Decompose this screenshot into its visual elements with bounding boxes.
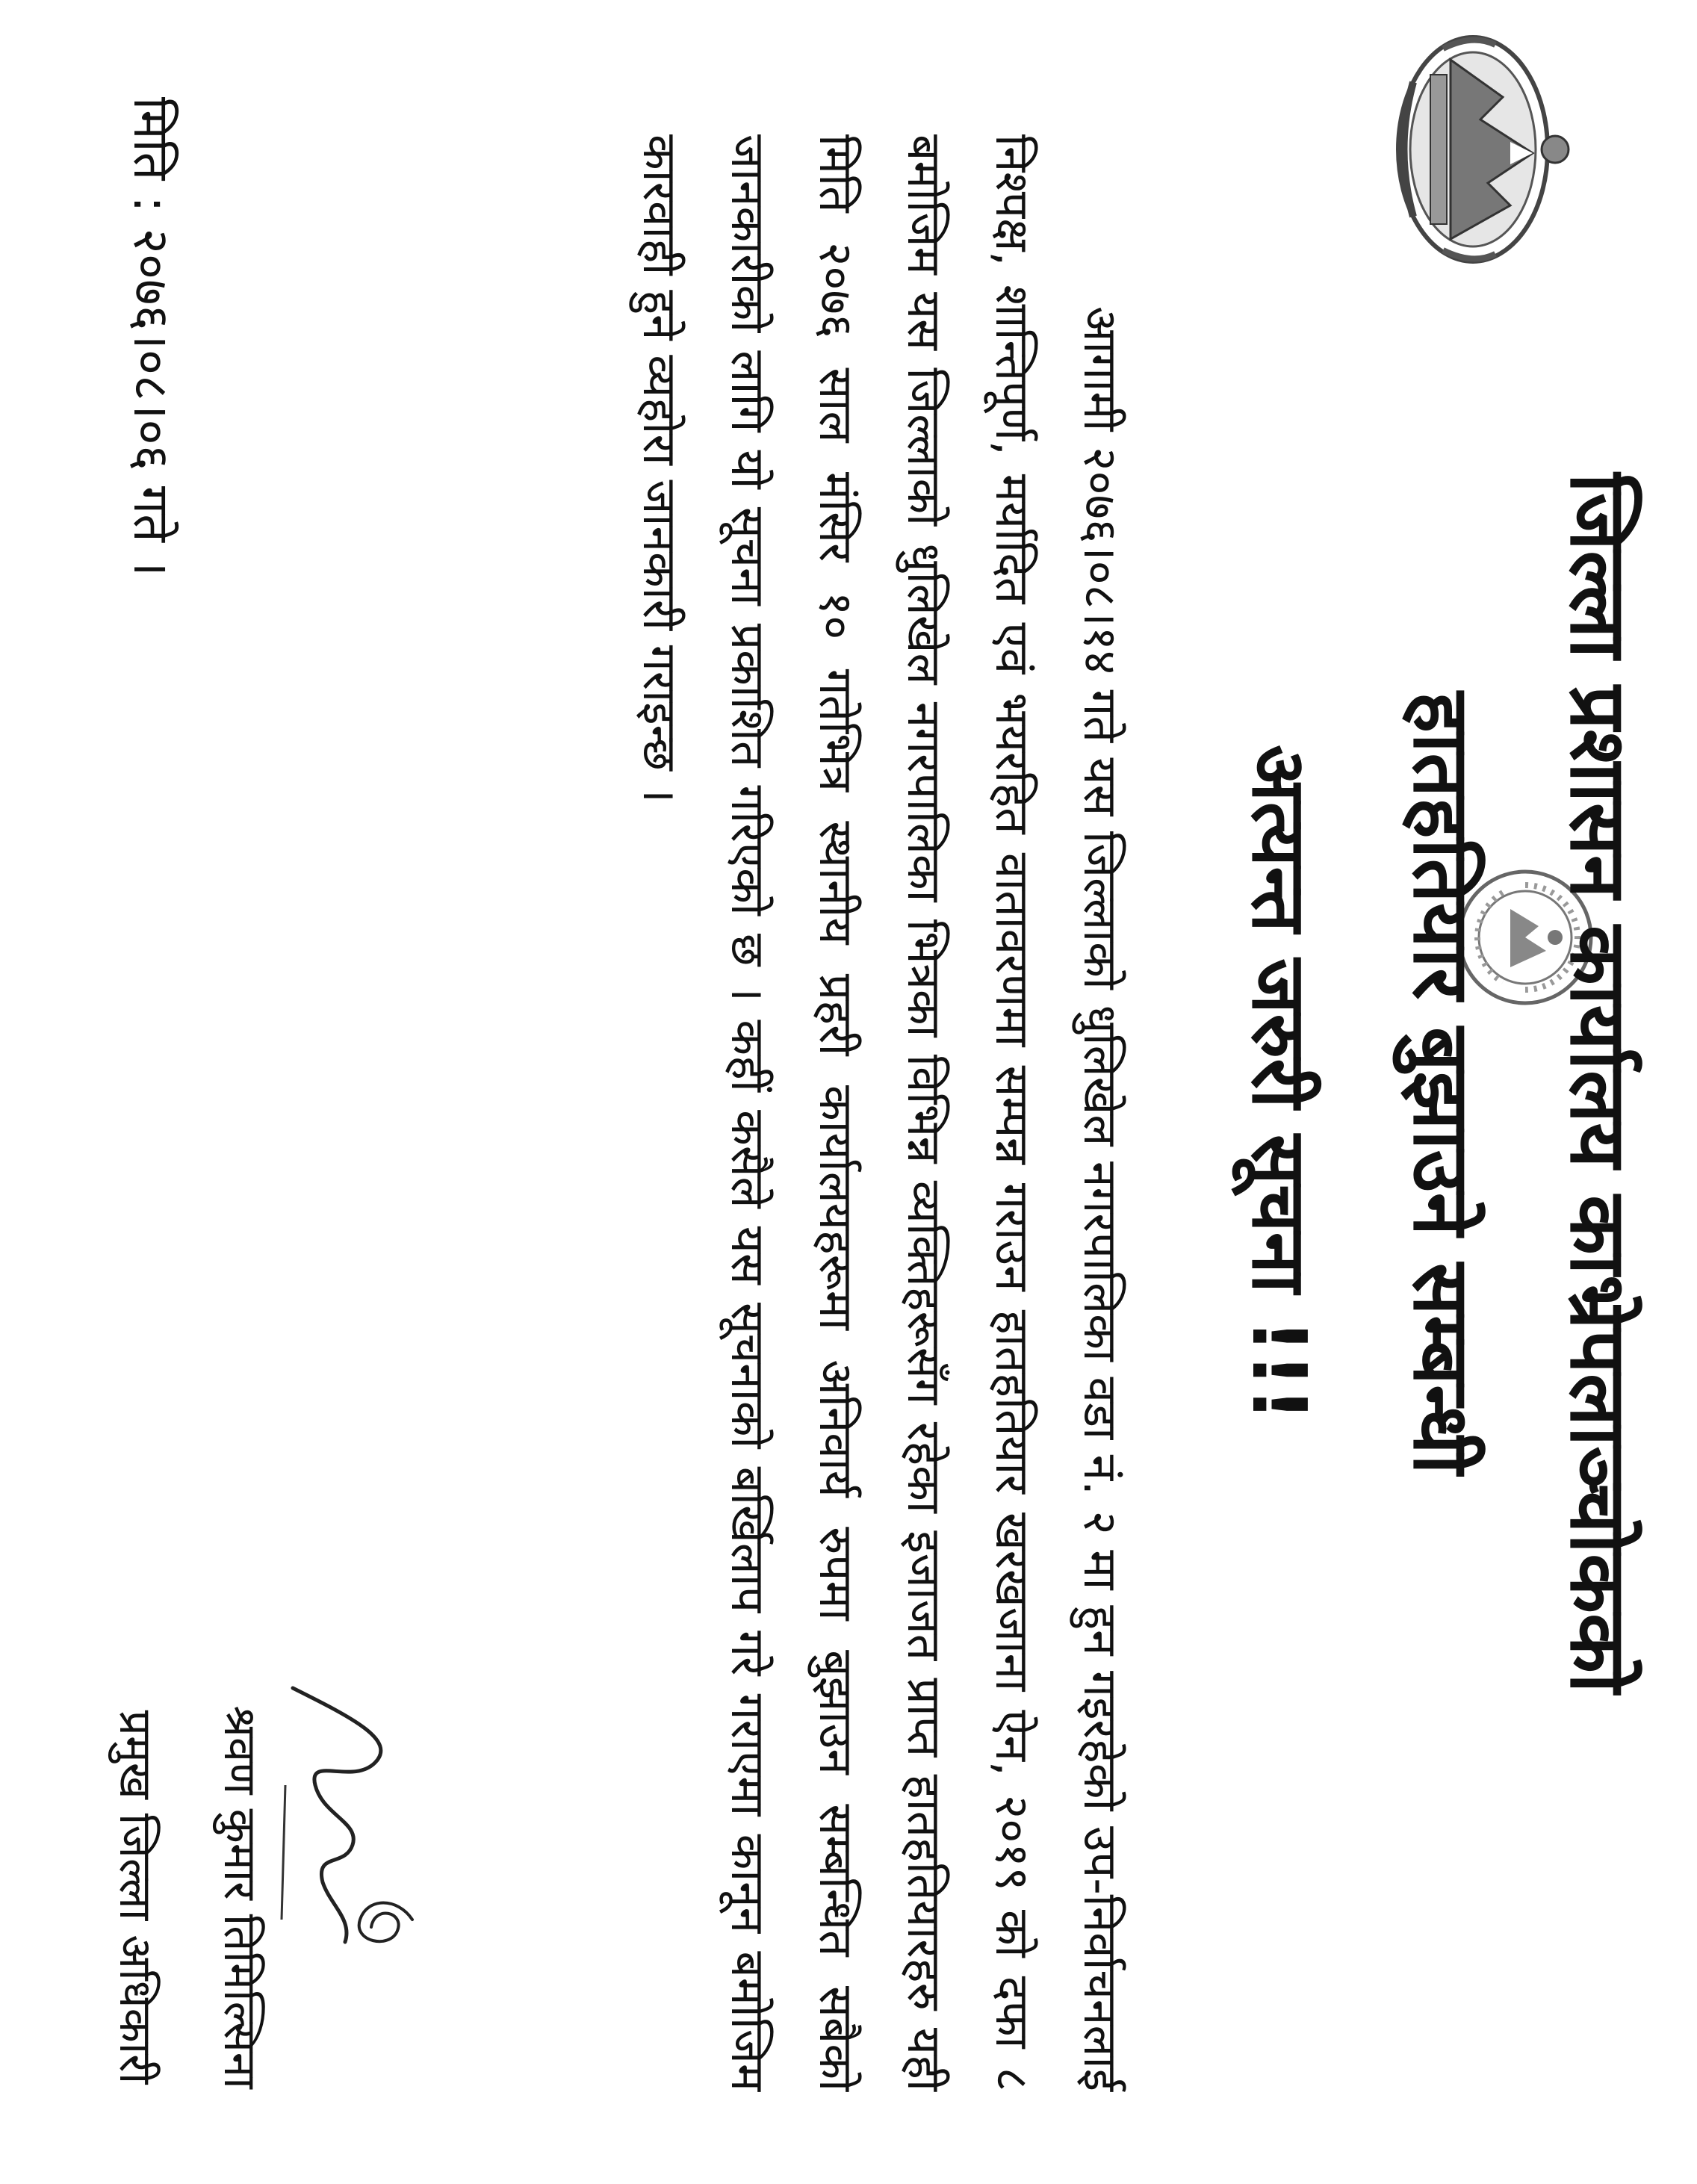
- signatory-name: श्रवण कुमार तिमिल्सिना: [214, 1705, 266, 2089]
- handwritten-signature-icon: [248, 1673, 442, 1987]
- notice-date: मिति : २०७६।०८।०६ गते ।: [122, 97, 180, 577]
- office-title: जिल्ला प्रशासन कार्यालय काभ्रेपलाञ्चोकको: [1553, 473, 1644, 1693]
- notice-heading: अत्यन्त जरुरी सूचना !!!: [1235, 745, 1323, 1421]
- notice-subject: हातहतियार बुझाउने सम्बन्धी: [1396, 692, 1487, 1474]
- notice-body-paragraph: आगामी २०७६।०८।१४ गते यस जिल्लाको धुलिखेल नगरपालिका वडा नं. २ मा हुन गइरहेको उप-निर्वाचनलाई निश्पक्ष, शान्तिपूर्ण, मर्यादित एवं भयरहित वातावरणमा सम्पन्न गराउन हातहतियार खरखजाना ऐन, २०१९ को दफा ८ बमोजिम यस जिल्लाको धुलिखेल नगरपालिका भित्रका विभिन्न व्यक्तिहरूसँग रहेका इजाजत प्राप्त हातहतियारहरु यही मिति २०७६ साल मंसिर १० गतेभित्र स्थानीय प्रहरी कार्यालयहरूमा अनिवार्य रुपमा बुझाउन सम्बन्धित सबैको जानकारीको लागि यो सूचना प्रकाशित गरिएको छ । कहीं कसैले यस सूचनाको बर्खिलाप गरे गराएमा कानून बमोजिम कारवाही हुने व्यहोरा जानकारी गराइन्छ ।: [633, 134, 1128, 2091]
- government-emblem-icon: [1391, 30, 1585, 269]
- signatory-designation: प्रमुख जिल्ला अधिकारी: [109, 1710, 161, 2085]
